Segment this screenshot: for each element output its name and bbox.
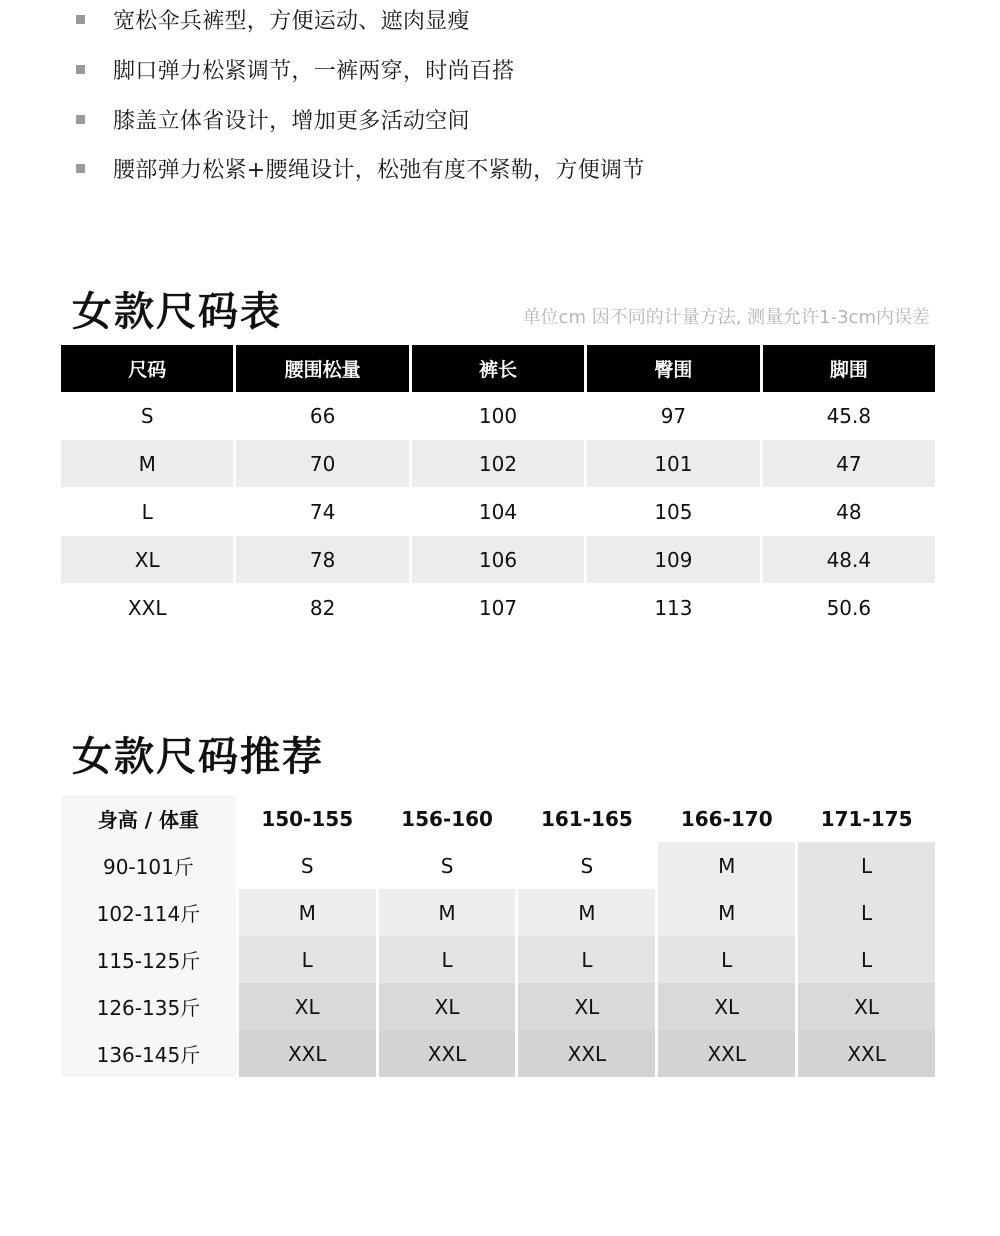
table-row <box>61 842 935 889</box>
table-row <box>61 983 935 1030</box>
table-row <box>61 440 935 487</box>
table-cell: 45.8 <box>826 403 872 428</box>
table-row <box>61 1030 935 1077</box>
square-bullet-icon <box>76 65 85 74</box>
size-cell: S <box>379 842 516 889</box>
header-cell: 脚围 <box>763 345 935 392</box>
table-cell: 105 <box>654 499 693 524</box>
size-cell: XXL <box>379 1030 516 1077</box>
table-cell: 48 <box>836 499 862 524</box>
feature-text: 脚口弹力松紧调节，一裤两穿，时尚百搭 <box>113 58 515 84</box>
height-header-cell: 150-155 <box>239 795 376 842</box>
size-chart-title: 女款尺码表 <box>72 289 282 335</box>
table-cell: 107 <box>478 595 518 620</box>
table-cell: 101 <box>587 440 759 487</box>
table-row <box>61 536 935 583</box>
feature-item <box>76 54 514 84</box>
table-cell: L <box>141 499 153 524</box>
weight-cell: 126-135斤 <box>61 983 236 1030</box>
feature-text: 宽松伞兵裤型，方便运动、遮肉显瘦 <box>113 8 470 34</box>
table-cell: 104 <box>478 499 518 524</box>
table-cell: 109 <box>587 536 759 583</box>
square-bullet-icon <box>76 115 85 124</box>
size-cell: L <box>798 936 935 983</box>
size-chart-table <box>61 345 935 631</box>
size-cell: L <box>518 936 655 983</box>
weight-cell: 90-101斤 <box>61 842 236 889</box>
size-cell: XL <box>379 983 516 1030</box>
measurement-note: 单位cm 因不同的计量方法, 测量允许1-3cm内误差 <box>522 307 930 328</box>
feature-item <box>76 4 470 34</box>
header-cell: 臀围 <box>587 345 759 392</box>
square-bullet-icon <box>76 15 85 24</box>
table-row <box>61 936 935 983</box>
table-cell: 66 <box>309 403 336 428</box>
weight-cell: 115-125斤 <box>61 936 236 983</box>
table-cell: 74 <box>309 499 336 524</box>
size-cell: XXL <box>658 1030 795 1077</box>
header-cell: 裤长 <box>412 345 584 392</box>
size-cell: L <box>239 936 376 983</box>
height-header-cell: 156-160 <box>379 795 516 842</box>
table-cell: M <box>61 440 233 487</box>
size-cell: XL <box>518 983 655 1030</box>
size-cell: L <box>798 889 935 936</box>
table-cell: 106 <box>412 536 584 583</box>
size-cell: L <box>379 936 516 983</box>
header-cell: 腰围松量 <box>236 345 408 392</box>
size-cell: M <box>379 889 516 936</box>
size-cell: M <box>658 842 795 889</box>
table-row <box>61 889 935 936</box>
size-cell: XL <box>658 983 795 1030</box>
height-header-cell: 171-175 <box>798 795 935 842</box>
weight-cell: 102-114斤 <box>61 889 236 936</box>
size-cell: M <box>239 889 376 936</box>
table-cell: 47 <box>763 440 935 487</box>
table-cell: 100 <box>478 403 518 428</box>
size-recommend-table <box>61 795 935 1077</box>
feature-item <box>76 153 645 183</box>
size-cell: M <box>658 889 795 936</box>
size-cell: XL <box>239 983 376 1030</box>
table-cell: 78 <box>236 536 408 583</box>
table-row <box>61 488 935 535</box>
recommend-body <box>61 842 935 1077</box>
size-cell: M <box>518 889 655 936</box>
height-header-cell: 166-170 <box>658 795 795 842</box>
table-cell: 82 <box>309 595 336 620</box>
size-cell: S <box>239 842 376 889</box>
size-cell: XXL <box>518 1030 655 1077</box>
table-cell: XL <box>61 536 233 583</box>
table-cell: 113 <box>654 595 693 620</box>
header-cell: 尺码 <box>61 345 233 392</box>
size-cell: S <box>518 842 655 889</box>
size-cell: XL <box>798 983 935 1030</box>
recommend-title: 女款尺码推荐 <box>72 734 324 780</box>
table-cell: XXL <box>127 595 167 620</box>
size-cell: L <box>798 842 935 889</box>
size-cell: XXL <box>798 1030 935 1077</box>
table-cell: 102 <box>412 440 584 487</box>
height-header-cell: 161-165 <box>518 795 655 842</box>
table-cell: 50.6 <box>826 595 872 620</box>
table-row <box>61 584 935 631</box>
table-cell: 97 <box>660 403 687 428</box>
size-cell: L <box>658 936 795 983</box>
weight-cell: 136-145斤 <box>61 1030 236 1077</box>
feature-text: 膝盖立体省设计，增加更多活动空间 <box>113 108 470 134</box>
square-bullet-icon <box>76 164 85 173</box>
table-cell: S <box>140 403 154 428</box>
size-cell: XXL <box>239 1030 376 1077</box>
feature-text: 腰部弹力松紧+腰绳设计，松弛有度不紧勒，方便调节 <box>113 157 645 183</box>
corner-cell: 身高 / 体重 <box>61 795 236 842</box>
feature-item <box>76 104 470 134</box>
table-header-row <box>61 795 935 842</box>
table-cell: 48.4 <box>763 536 935 583</box>
table-cell: 70 <box>236 440 408 487</box>
table-row <box>61 392 935 439</box>
table-header-row <box>61 345 935 392</box>
